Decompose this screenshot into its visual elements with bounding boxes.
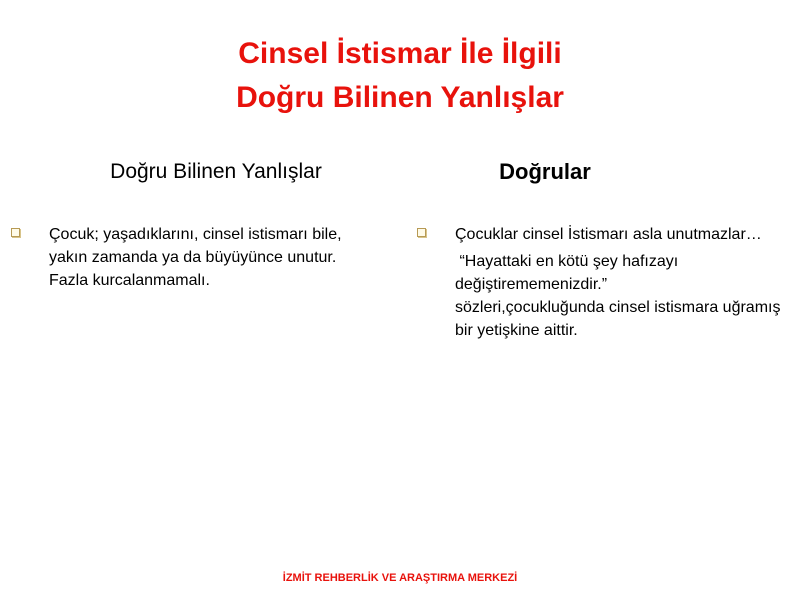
square-bullet-icon (11, 228, 20, 237)
right-bullet-quote-line3: sözleri,çocukluğunda cinsel istismara uğramış bir yetişkine aittir. (455, 299, 781, 339)
left-column-heading: Doğru Bilinen Yanlışlar (110, 160, 322, 183)
right-bullet-quote-line1: “Hayattaki en kötü şey hafızayı (455, 253, 679, 270)
slide-title (0, 32, 800, 120)
slide-title-line1: Cinsel İstismar İle İlgili (238, 37, 562, 70)
left-bullet-text: Çocuk; yaşadıklarını, cinsel istismarı bile, yakın zamanda ya da büyüyünce unutur. Fazla kurcalanmamalı. (49, 226, 342, 289)
left-bullet-item (8, 223, 378, 292)
right-bullet-quote-line2: değiştirememenizdir.” (455, 276, 608, 293)
left-bullet-list (8, 223, 378, 292)
right-bullet-quote (455, 250, 784, 342)
right-column-heading: Doğrular (499, 159, 591, 184)
right-bullet-item (414, 223, 784, 342)
slide-title-line2: Doğru Bilinen Yanlışlar (236, 81, 564, 114)
right-bullet-text: Çocuklar cinsel İstismarı asla unutmazlar… (455, 226, 762, 243)
square-bullet-icon (417, 228, 426, 237)
right-bullet-list (414, 223, 784, 342)
footer-text: İZMİT REHBERLİK VE ARAŞTIRMA MERKEZİ (282, 572, 518, 584)
